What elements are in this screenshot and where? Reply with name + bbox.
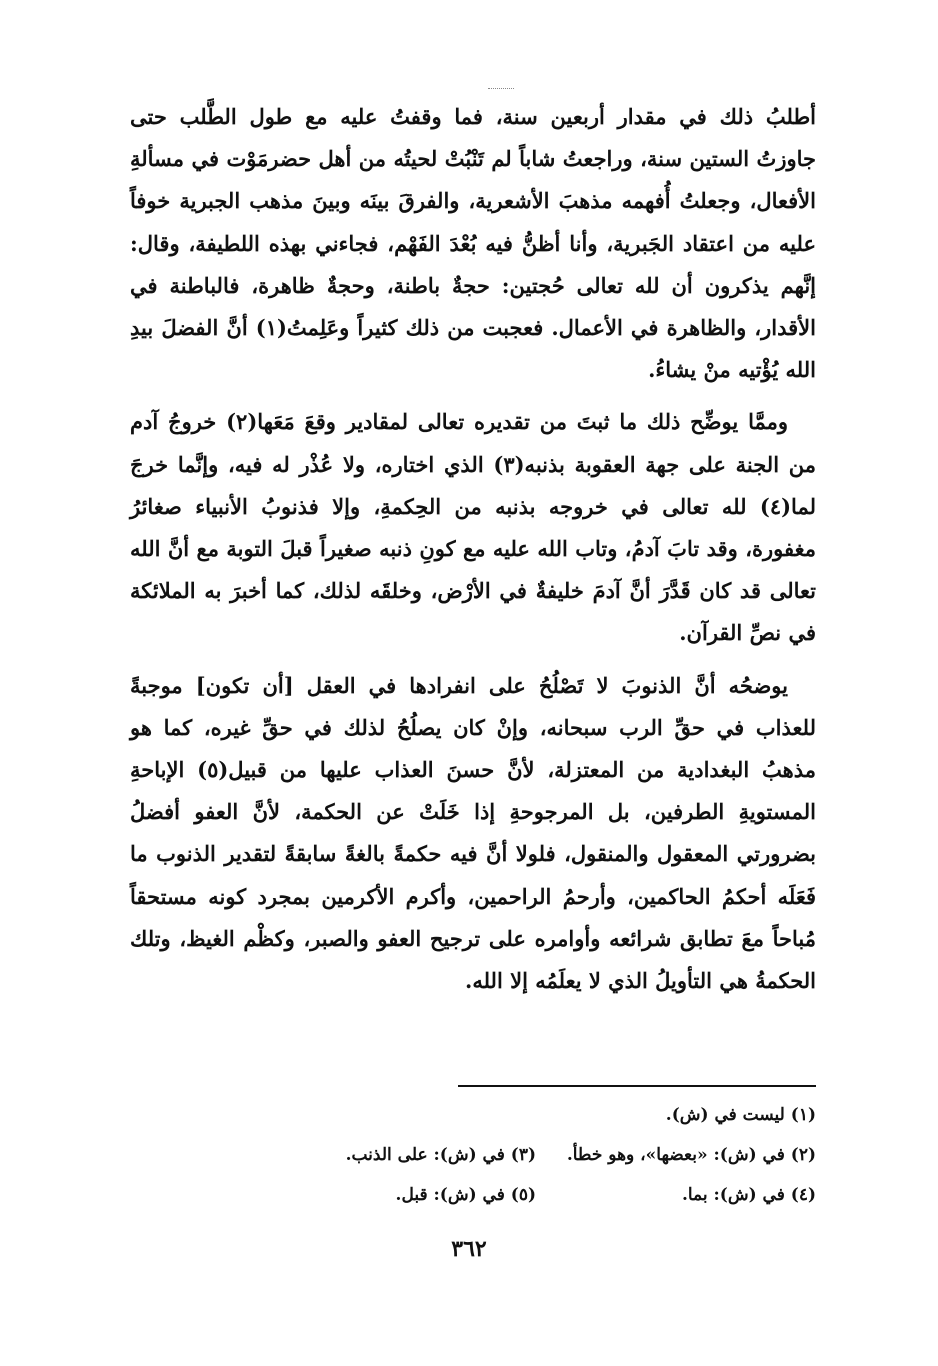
footnote-separator	[458, 1085, 816, 1087]
footnote: (٣) في (ش): على الذنب.	[345, 1145, 536, 1165]
footnote-row	[130, 1104, 816, 1126]
footnote: (٥) في (ش): قبل.	[395, 1185, 536, 1205]
footnote: (١) ليست في (ش).	[665, 1105, 816, 1125]
paragraph: أطلبُ ذلك في مقدار أربعين سنة، فما وقفتُ عليه مع طول الطَّلب حتى جاوزتُ الستين سنة، وراجعتُ شاباً لم تَنْبُتْ لحيتُه من أهل حضرمَوْت في مسألةِ الأفعال، وجعلتُ أُفهمه مذهبَ الأشعرية، والفرقَ بينَه وبينَ مذهب الجبرية خوفاً عليه من اعتقاد الجَبرية، وأنا أظنُّ فيه بُعْدَ الفَهْم، فجاءني بهذه اللطيفة، وقال: إنَّهم يذكرون أن لله تعالى حُجتين: حجةٌ باطنة، وحجةٌ ظاهرة، فالباطنة في الأقدار، والظاهرة في الأعمال. فعجبت من ذلك كثيراً وعَلِمتُ(١) أنَّ الفضلَ بيدِ الله يُؤْتيه منْ يشاءُ.	[130, 104, 816, 383]
footnotes	[130, 1104, 816, 1224]
paragraph: وممَّا يوضِّح ذلك ما ثبتَ من تقديره تعالى لمقادير وقعَ مَعَها(٢) خروجُ آدم من الجنة على جهة العقوبة بذنبه(٣) الذي اختاره، ولا عُذْر له فيه، وإنَّما خرجَ لما(٤) لله تعالى في خروجه بذنبه من الحِكمةِ، وإلا فذنوبُ الأنبياء صغائرُ مغفورة، وقد تابَ آدمُ، وتاب الله عليه مع كونِ ذنبه صغيراً قبلَ التوبة مع أنَّ الله تعالى قد كان قَدَّرَ أنَّ آدمَ خليفةٌ في الأرْض، وخلقَه لذلك، كما أخبرَ به الملائكة في نصِّ القرآن.	[130, 409, 816, 646]
main-text	[130, 96, 816, 1002]
footnote: (٢) في (ش): «بعضها»، وهو خطأ.	[566, 1145, 816, 1165]
top-margin-mark	[488, 88, 514, 89]
paragraph: يوضحُه أنَّ الذنوبَ لا تَصْلُحُ على انفرادها في العقل [أن تكون] موجبةً للعذاب في حقِّ الرب سبحانه، وإنْ كان يصلُحُ لذلك في حقِّ غيره، كما هو مذهبُ البغدادية من المعتزلة، لأنَّ حسنَ العذاب عليها من قبيل(٥) الإباحةِ المستويةِ الطرفين، بل المرجوحةِ إذا خَلَتْ عن الحكمة، لأنَّ العفو أفضلُ بضرورتي المعقول والمنقول، فلولا أنَّ فيه حكمةً بالغةً سابقةً لتقدير الذنوب ما فَعَلَه أحكمُ الحاكمين، وأرحمُ الراحمين، وأكرم الأكرمين بمجرد كونه مستحقاً مُباحاً معَ تطابق شرائعه وأوامره على ترجيح العفو والصبر، وكظْم الغيظ، وتلك الحكمةُ هي التأويلُ الذي لا يعلَمُه إلا الله.	[130, 672, 816, 994]
page-number: ٣٦٢	[451, 1236, 487, 1262]
footnote-row	[130, 1184, 816, 1206]
footnote-row	[130, 1144, 816, 1166]
footnote: (٤) في (ش): بما.	[681, 1185, 816, 1205]
